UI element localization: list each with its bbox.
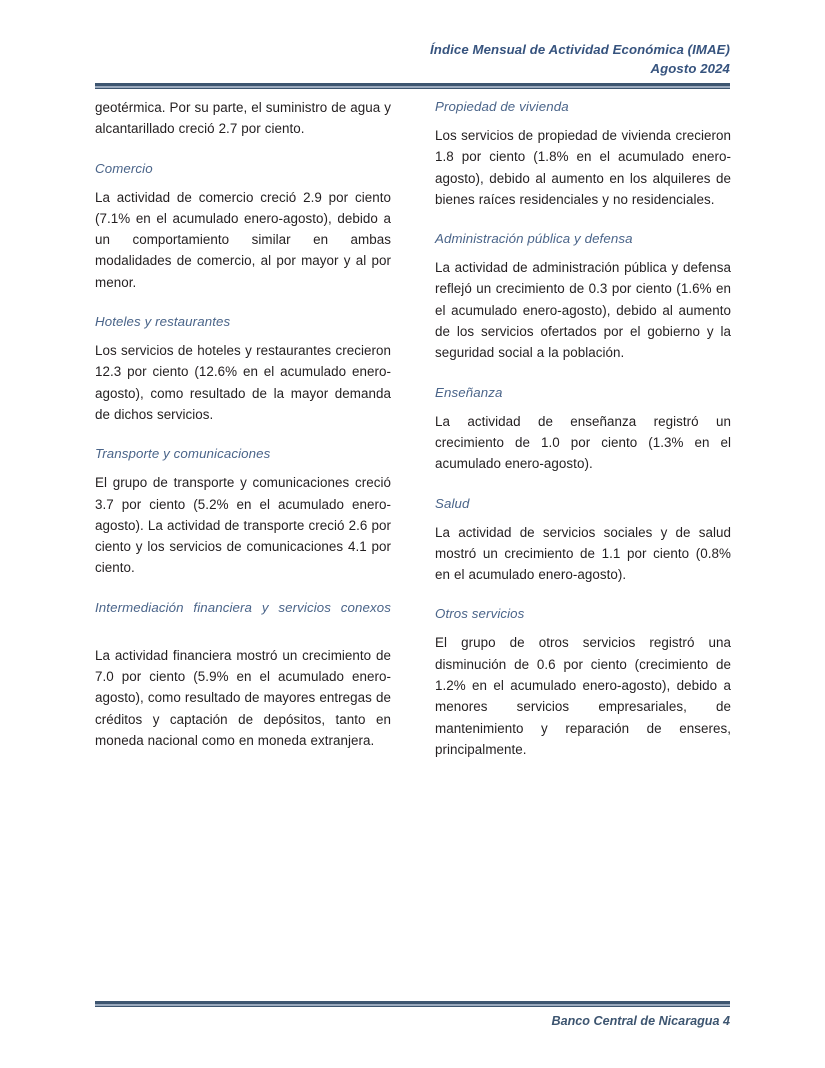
paragraph-comercio: La actividad de comercio creció 2.9 por ciento (7.1% en el acumulado enero-agosto), debido a un comportamiento similar en ambas modalidades de comercio, al por mayor y al por menor.: [95, 189, 391, 290]
heading-otros-servicios: Otros servicios: [435, 606, 525, 622]
document-body: [95, 97, 731, 957]
header-title-line-2: Agosto 2024: [650, 61, 730, 76]
heading-propiedad-de-vivienda: Propiedad de vivienda: [435, 99, 569, 114]
heading-transporte-y-comunicaciones: Transporte y comunicaciones: [95, 446, 271, 462]
paragraph-salud: La actividad de servicios sociales y de salud mostró un crecimiento de 1.1 por ciento (0.8% en el acumulado enero-agosto).: [435, 524, 731, 583]
page-header: [95, 40, 730, 89]
paragraph-intermediacion-financiera: La actividad financiera mostró un crecimiento de 7.0 por ciento (5.9% en el acumulado enero-agosto), como resultado de mayores entregas de créditos y captación de depósitos, tanto en moneda nacional como en moneda extranjera.: [95, 647, 391, 748]
paragraph-propiedad-de-vivienda: Los servicios de propiedad de vivienda crecieron 1.8 por ciento (1.8% en el acumulado enero-agosto), debido al aumento en los alquileres de bienes raíces residenciales y no residenciales.: [435, 128, 731, 207]
paragraph-otros-servicios: El grupo de otros servicios registró una disminución de 0.6 por ciento (crecimiento de 1.2% en el acumulado enero-agosto), debido a menores servicios empresariales, de mantenimiento y reparación de enseres, principalmente.: [435, 635, 731, 757]
paragraph-geotermica: geotérmica. Por su parte, el suministro de agua y alcantarillado creció 2.7 por ciento.: [95, 100, 391, 137]
heading-ensenanza: Enseñanza: [435, 384, 503, 400]
paragraph-administracion-publica-y-defensa: La actividad de administración pública y defensa reflejó un crecimiento de 0.3 por ciento (1.6% en el acumulado enero-agosto), debido al aumento de los servicios ofertados por el gobierno y la seguridad social a la población.: [435, 260, 731, 361]
footer-rule: [95, 1001, 730, 1007]
page-footer: [95, 1001, 730, 1030]
heading-intermediacion-financiera: Intermediación financiera y servicios conexos: [95, 599, 391, 615]
heading-hoteles-y-restaurantes: Hoteles y restaurantes: [95, 314, 231, 330]
heading-salud: Salud: [435, 495, 470, 511]
heading-administracion-publica-y-defensa: Administración pública y defensa: [435, 231, 633, 247]
paragraph-hoteles-y-restaurantes: Los servicios de hoteles y restaurantes crecieron 12.3 por ciento (12.6% en el acumulado enero-agosto), como resultado de la mayor demanda de dichos servicios.: [95, 343, 391, 422]
heading-comercio: Comercio: [95, 160, 153, 176]
left-column: [95, 97, 391, 751]
header-rule: [95, 83, 730, 89]
paragraph-transporte-y-comunicaciones: El grupo de transporte y comunicaciones creció 3.7 por ciento (5.2% en el acumulado enero-agosto). La actividad de transporte creció 2.6 por ciento y los servicios de comunicaciones 4.1 por ciento.: [95, 475, 391, 576]
header-title-line-1: Índice Mensual de Actividad Económica (IMAE): [430, 42, 730, 57]
footer-institution-and-page: Banco Central de Nicaragua 4: [551, 1014, 730, 1028]
right-column: [435, 97, 731, 760]
paragraph-ensenanza: La actividad de enseñanza registró un crecimiento de 1.0 por ciento (1.3% en el acumulado enero-agosto).: [435, 413, 731, 472]
